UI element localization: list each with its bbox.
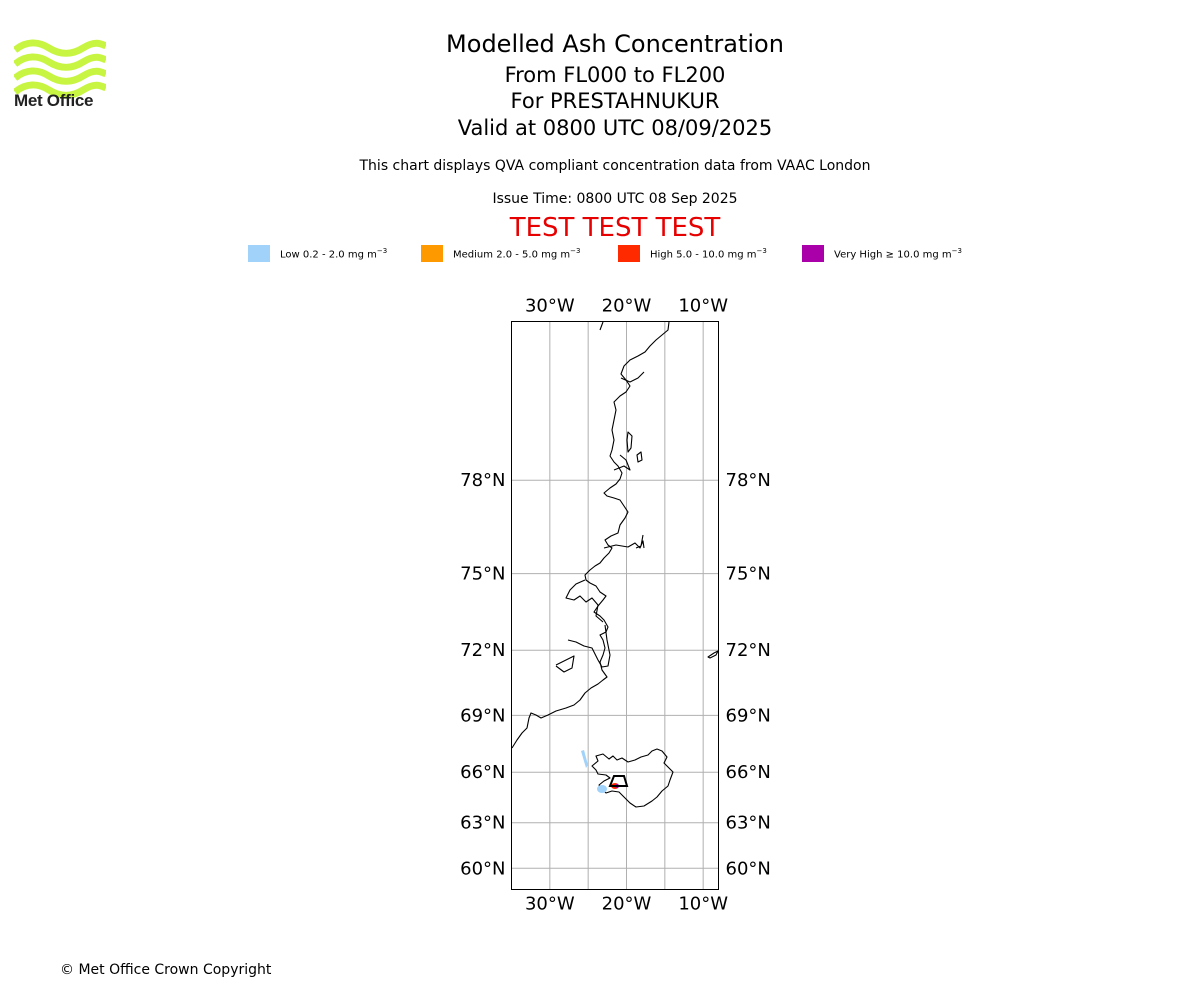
greenland-coastline — [512, 322, 669, 748]
flight-level-range: From FL000 to FL200 — [504, 63, 726, 87]
issue-time: Issue Time: 0800 UTC 08 Sep 2025 — [492, 191, 738, 207]
lat-label-right: 75°N — [725, 563, 771, 585]
greenland-island-tiny — [637, 452, 642, 462]
lon-label-top: 10°W — [678, 295, 729, 317]
copyright: © Met Office Crown Copyright — [60, 962, 272, 978]
lat-label-left: 60°N — [460, 858, 506, 880]
legend-label-very-high: Very High ≥ 10.0 mg $m^{-3}$ — [834, 247, 962, 261]
lat-label-left: 72°N — [460, 640, 506, 662]
legend-label-high: High 5.0 - 10.0 mg $m^{-3}$ — [650, 247, 767, 261]
ash-area-low-sw — [597, 785, 607, 793]
lat-label-right: 72°N — [725, 640, 771, 662]
lat-label-left: 69°N — [460, 705, 506, 727]
met-office-wordmark: Met Office — [14, 91, 94, 110]
lon-label-top: 20°W — [601, 295, 652, 317]
greenland-island-small — [627, 432, 632, 452]
chart-title: Modelled Ash Concentration — [446, 30, 784, 58]
valid-time: Valid at 0800 UTC 08/09/2025 — [457, 116, 773, 140]
jan-mayen — [708, 651, 718, 658]
ash-area-low-nw — [581, 750, 588, 768]
chart-description: This chart displays QVA compliant concentration data from VAAC London — [359, 158, 871, 174]
lat-label-right: 78°N — [725, 470, 771, 492]
legend-label-low: Low 0.2 - 2.0 mg $m^{-3}$ — [280, 247, 388, 261]
lat-label-left: 63°N — [460, 812, 506, 834]
lat-label-left: 75°N — [460, 563, 506, 585]
lat-label-right: 69°N — [725, 705, 771, 727]
lon-label-bottom: 10°W — [678, 893, 729, 915]
lon-label-top: 30°W — [524, 295, 575, 317]
test-banner: TEST TEST TEST — [509, 213, 721, 243]
lat-label-right: 60°N — [725, 858, 771, 880]
legend-label-medium: Medium 2.0 - 5.0 mg $m^{-3}$ — [453, 247, 581, 261]
lon-label-bottom: 30°W — [524, 893, 575, 915]
lon-label-bottom: 20°W — [601, 893, 652, 915]
lat-label-right: 63°N — [725, 812, 771, 834]
lat-label-right: 66°N — [725, 762, 771, 784]
volcano-name: For PRESTAHNUKUR — [510, 89, 720, 113]
greenland-fjords — [556, 322, 644, 672]
lat-label-left: 66°N — [460, 762, 506, 784]
axis-labels — [460, 296, 771, 915]
iceland-coastline — [592, 749, 673, 807]
coastlines — [512, 322, 718, 807]
lat-label-left: 78°N — [460, 470, 506, 492]
